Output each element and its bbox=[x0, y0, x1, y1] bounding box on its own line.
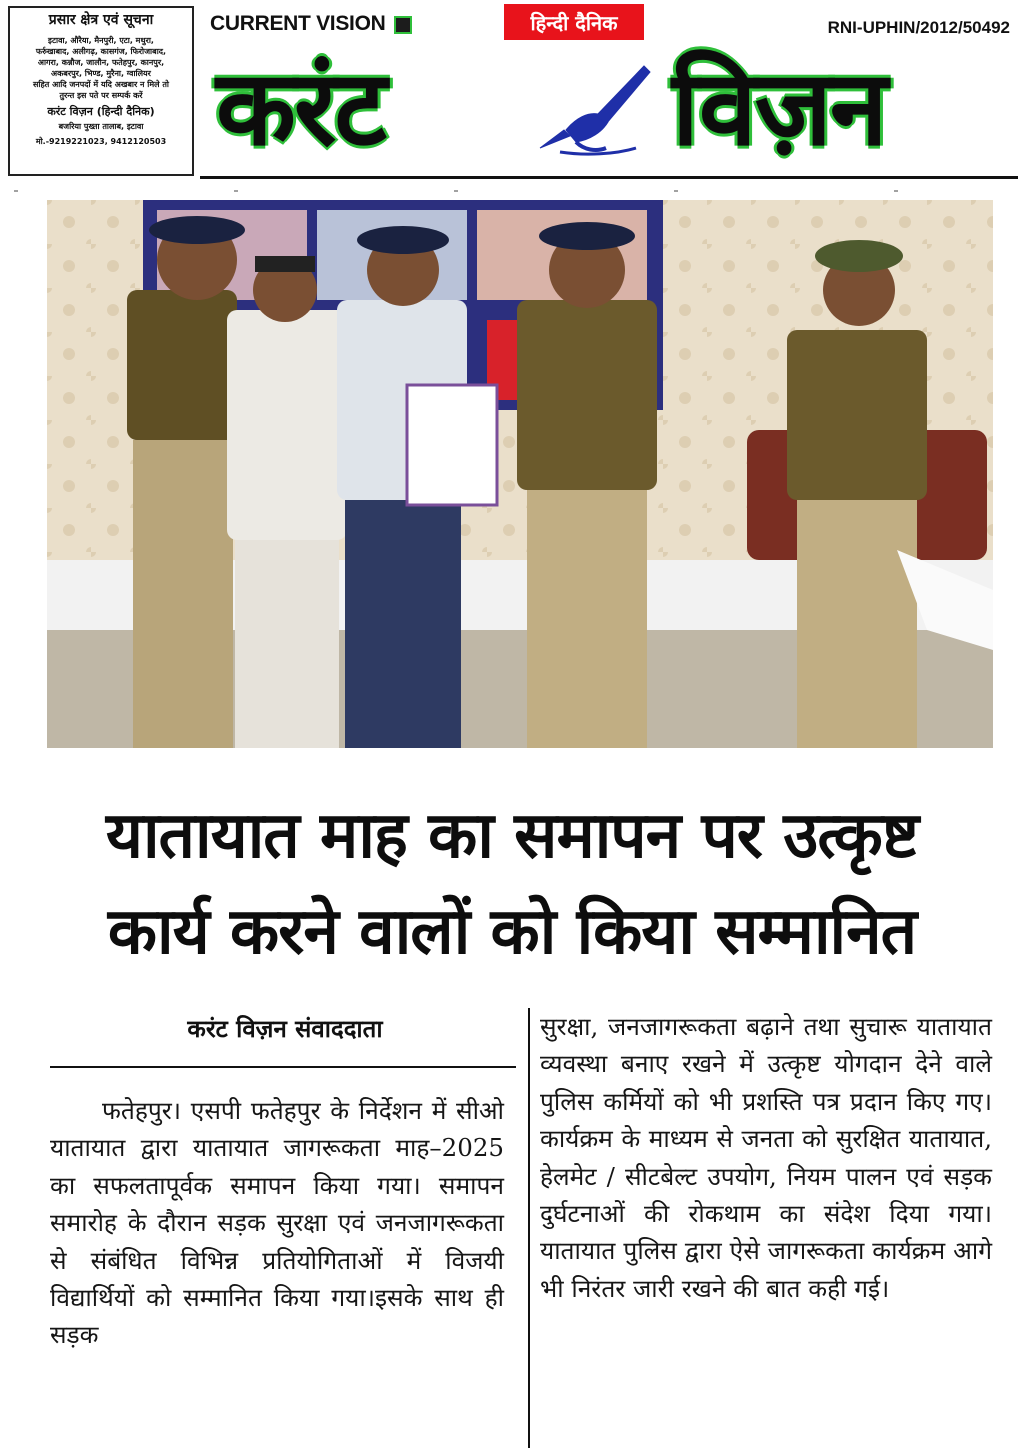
daily-badge: हिन्दी दैनिक bbox=[504, 4, 644, 40]
byline: करंट विज़न संवाददाता bbox=[187, 1015, 383, 1043]
info-box-address: बजरिया पुख्ता तालाब, इटावा bbox=[58, 122, 144, 131]
article-headline bbox=[20, 788, 1004, 980]
article-body-left-column: फतेहपुर। एसपी फतेहपुर के निर्देशन में सीओ यातायात द्वारा यातायात जागरूकता माह–2025 का सफलतापूर्वक समापन किया गया। समापन समारोह के दौरान सड़क सुरक्षा एवं जनजागरूकता से संबंधित विभिन्न प्रतियोगिताओं में विजयी विद्यार्थियों को सम्मानित किया गया।इसके साथ ही सड़क bbox=[50, 1096, 504, 1350]
logo-word-vision: विज़न bbox=[672, 47, 886, 169]
info-box-line: आगरा, कन्नौज, जालौन, फतेहपुर, कानपुर, bbox=[37, 58, 165, 67]
award-ceremony-photo-illustration bbox=[47, 200, 993, 748]
headline-line-2: कार्य करने वालों को किया सम्मानित bbox=[107, 895, 917, 969]
info-box-line: तुरन्त इस पते पर सम्पर्क करें bbox=[59, 91, 143, 100]
masthead-divider bbox=[200, 176, 1018, 179]
masthead-underline-marks bbox=[14, 190, 1014, 192]
brand-name-english: CURRENT VISION bbox=[210, 12, 386, 35]
info-box-title: प्रसार क्षेत्र एवं सूचना bbox=[48, 12, 154, 28]
brand-square-icon bbox=[394, 16, 412, 34]
info-box-phone: मो.-9219221023, 9412120503 bbox=[35, 137, 167, 146]
column-divider bbox=[528, 1008, 530, 1448]
event-photo bbox=[47, 200, 993, 748]
article-body-right-column: सुरक्षा, जनजागरूकता बढ़ाने तथा सुचारू यातायात व्यवस्था बनाए रखने में उत्कृष्ट योगदान देने वाले पुलिस कर्मियों को भी प्रशस्ति पत्र प्रदान किए गए।कार्यक्रम के माध्यम से जनता को सुरक्षित यातायात, हेलमेट / सीटबेल्ट उपयोग, नियम पालन एवं सड़क दुर्घटनाओं की रोकथाम का संदेश दिया गया। यातायात पुलिस द्वारा ऐसे जागरूकता कार्यक्रम आगे भी निरंतर जारी रखने की बात कही गई। bbox=[540, 1012, 992, 1303]
headline-line-1: यातायात माह का समापन पर उत्कृष्ट bbox=[105, 799, 919, 873]
byline-divider bbox=[50, 1066, 516, 1068]
info-box-line: फर्रुखाबाद, अलीगढ़, कासगंज, फिरोजाबाद, bbox=[35, 47, 167, 56]
logo-word-current: करंट bbox=[216, 47, 385, 169]
pen-hand-logo-icon bbox=[536, 60, 652, 160]
info-box-line: इटावा, औरैया, मैनपुरी, एटा, मथुरा, bbox=[48, 36, 154, 45]
info-box-line: सहित आदि जनपदों में यदि अखबार न मिले तो bbox=[33, 80, 169, 89]
distribution-info-box bbox=[8, 6, 194, 176]
info-box-line: अकबरपुर, भिण्ड, मुरैना, ग्वालियर bbox=[51, 69, 151, 78]
rni-number: RNI-UPHIN/2012/50492 bbox=[827, 18, 1010, 37]
info-box-paper-name: करंट विज़न (हिन्दी दैनिक) bbox=[47, 105, 155, 118]
